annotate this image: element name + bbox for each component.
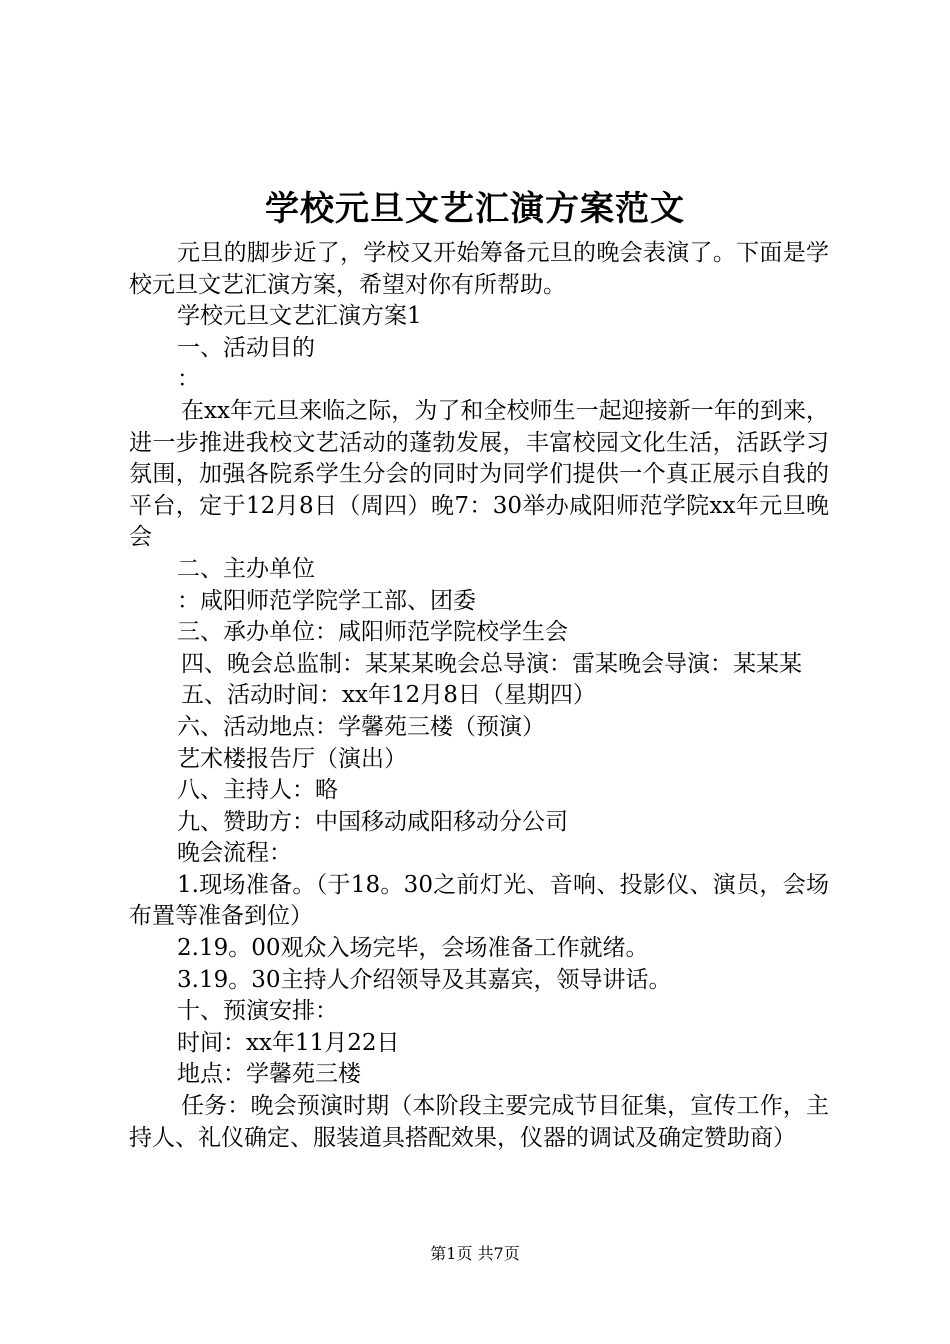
organizer-line: 三、承办单位：咸阳师范学院校学生会 <box>177 619 568 646</box>
venue-performance-line: 艺术楼报告厅（演出） <box>177 745 407 772</box>
document-body <box>129 238 829 1154</box>
purpose-paragraph: 在xx年元旦来临之际，为了和全校师生一起迎接新一年的到来，进一步推进我校文艺活动的蓬勃发展，丰富校园文化生活，活跃学习氛围，加强各院系学生分会的同时为同学们提供一个真正展示自我的平台，定于12月8日（周四）晚7：30举办咸阳师范学院xx年元旦晚会 <box>129 397 829 551</box>
page-footer: 第1页 共7页 <box>430 1244 520 1263</box>
rehearsal-time: 时间：xx年11月22日 <box>177 1029 400 1056</box>
rehearsal-heading: 十、预演安排： <box>177 998 338 1025</box>
document-title: 学校元旦文艺汇演方案范文 <box>265 189 685 229</box>
process-step-2: 2.19。00观众入场完毕，会场准备工作就绪。 <box>177 935 649 962</box>
intro-paragraph: 元旦的脚步近了，学校又开始筹备元旦的晚会表演了。下面是学校元旦文艺汇演方案，希望对你有所帮助。 <box>129 240 829 298</box>
host-units-line: ：咸阳师范学院学工部、团委 <box>177 587 476 614</box>
colon-line: ： <box>177 366 200 393</box>
process-heading: 晚会流程： <box>177 840 292 867</box>
venue-line: 六、活动地点：学馨苑三楼（预演） <box>177 713 545 740</box>
time-line: 五、活动时间：xx年12月8日（星期四） <box>181 682 596 709</box>
sponsor-line: 九、赞助方：中国移动咸阳移动分公司 <box>177 808 568 835</box>
process-step-1: 1.现场准备。（于18。30之前灯光、音响、投影仪、演员，会场布置等准备到位） <box>129 871 829 930</box>
director-line: 四、晚会总监制：某某某晚会总导演：雷某晚会导演：某某某 <box>181 650 802 677</box>
process-step-3: 3.19。30主持人介绍领导及其嘉宾，领导讲话。 <box>177 966 672 993</box>
section-purpose-heading: 一、活动目的 <box>177 334 315 361</box>
rehearsal-task: 任务：晚会预演时期（本阶段主要完成节目征集，宣传工作，主持人、礼仪确定、服装道具搭配效果，仪器的调试及确定赞助商） <box>129 1093 829 1151</box>
hosts-line: 八、主持人：略 <box>177 777 338 804</box>
plan-heading: 学校元旦文艺汇演方案1 <box>177 303 422 330</box>
rehearsal-place: 地点：学馨苑三楼 <box>177 1061 361 1088</box>
section-host-heading: 二、主办单位 <box>177 555 315 582</box>
